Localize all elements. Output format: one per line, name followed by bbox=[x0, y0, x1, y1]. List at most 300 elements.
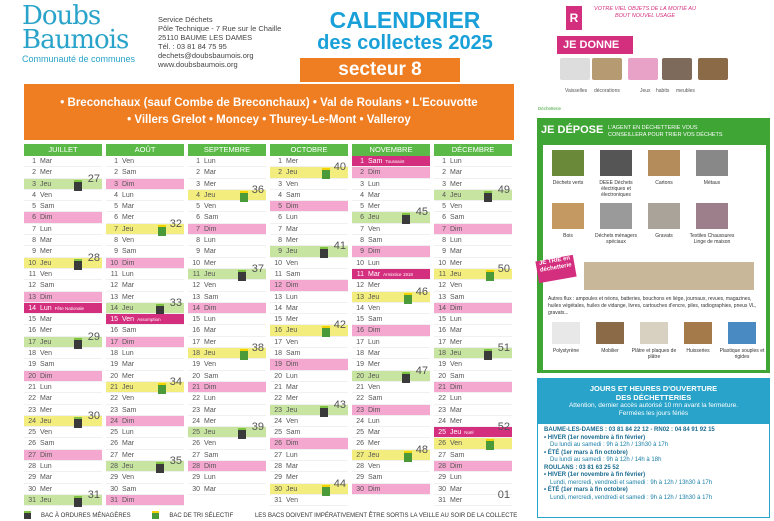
day-weekday: Lun bbox=[450, 316, 462, 324]
day-number: 16 bbox=[274, 327, 282, 335]
day-number: 11 bbox=[28, 270, 36, 278]
donne-label-vaisselles: Vaisselles bbox=[565, 88, 588, 94]
month-header: AOÛT bbox=[106, 144, 184, 156]
day-number: 5 bbox=[360, 203, 364, 211]
day-row bbox=[352, 269, 430, 280]
banner-line2: • Villers Grelot • Moncey • Thurey-Le-Mont • Valleroy bbox=[127, 114, 411, 126]
day-row bbox=[352, 179, 430, 190]
day-weekday: Lun bbox=[122, 270, 134, 278]
day-weekday: Mer bbox=[122, 451, 135, 459]
day-number: 10 bbox=[28, 259, 36, 267]
day-row bbox=[106, 246, 184, 257]
day-row bbox=[188, 212, 266, 223]
day-row bbox=[352, 393, 430, 404]
day-weekday: Mar bbox=[122, 440, 135, 448]
depose-label-textiles: Textiles Chaussures Linge de maison bbox=[689, 233, 735, 245]
day-weekday: Jeu bbox=[40, 180, 52, 188]
day-number: 4 bbox=[360, 191, 364, 199]
day-weekday: Mer bbox=[40, 169, 53, 177]
day-row bbox=[434, 303, 512, 314]
day-row bbox=[270, 179, 348, 190]
day-number: 3 bbox=[196, 180, 200, 188]
day-number: 28 bbox=[438, 463, 446, 471]
day-number: 22 bbox=[110, 395, 118, 403]
day-weekday: Mar bbox=[450, 406, 463, 414]
other-flows-icon bbox=[584, 262, 754, 290]
depose-label-metaux: Métaux bbox=[703, 180, 721, 186]
logo-line1: Doubs bbox=[22, 1, 101, 31]
day-weekday: Lun bbox=[122, 350, 134, 358]
huisseries-icon bbox=[684, 322, 712, 344]
week-number: 30 bbox=[87, 409, 100, 422]
day-number: 18 bbox=[192, 350, 200, 358]
day-number: 13 bbox=[110, 293, 118, 301]
week-number: 37 bbox=[251, 262, 264, 275]
day-weekday: Jeu bbox=[286, 406, 298, 414]
day-number: 24 bbox=[356, 417, 364, 425]
depose-label-bois: Bois bbox=[563, 233, 573, 239]
dechetterie-sign: Déchetterie bbox=[538, 106, 562, 111]
week-number: 01 bbox=[497, 488, 510, 501]
day-weekday: Mer bbox=[368, 440, 381, 448]
week-number: 28 bbox=[87, 251, 100, 264]
day-weekday: Lun bbox=[204, 237, 216, 245]
day-number: 22 bbox=[192, 395, 200, 403]
week-number: 50 bbox=[497, 262, 510, 275]
day-number: 15 bbox=[438, 316, 446, 324]
day-weekday: Jeu bbox=[204, 270, 216, 278]
day-row bbox=[434, 246, 512, 257]
day-row bbox=[106, 495, 184, 506]
day-row bbox=[188, 314, 266, 325]
day-number: 16 bbox=[110, 327, 118, 335]
day-weekday: Dim bbox=[286, 361, 299, 369]
day-row bbox=[352, 156, 430, 167]
week-number: 46 bbox=[415, 285, 428, 298]
week-number: 45 bbox=[415, 206, 428, 219]
day-number: 13 bbox=[438, 293, 446, 301]
day-number: 9 bbox=[278, 248, 282, 256]
day-weekday: Jeu bbox=[122, 225, 134, 233]
day-number: 8 bbox=[114, 237, 118, 245]
day-weekday: Jeu bbox=[122, 463, 134, 471]
day-number: 12 bbox=[438, 282, 446, 290]
day-number: 25 bbox=[192, 429, 200, 437]
day-weekday: Ven bbox=[40, 350, 53, 358]
day-row bbox=[24, 359, 102, 370]
day-row bbox=[270, 269, 348, 280]
day-row bbox=[106, 201, 184, 212]
day-row bbox=[106, 393, 184, 404]
day-number: 31 bbox=[110, 496, 118, 504]
day-weekday: Sam bbox=[450, 372, 465, 380]
day-weekday: Mar bbox=[450, 485, 463, 493]
day-row bbox=[106, 190, 184, 201]
day-number: 23 bbox=[438, 406, 446, 414]
day-number: 22 bbox=[274, 395, 282, 403]
day-row bbox=[270, 348, 348, 359]
day-number: 14 bbox=[274, 304, 282, 312]
day-row bbox=[106, 405, 184, 416]
day-number: 7 bbox=[196, 225, 200, 233]
day-number: 29 bbox=[438, 474, 446, 482]
day-number: 30 bbox=[356, 485, 364, 493]
day-weekday: Lun bbox=[204, 158, 216, 165]
day-row bbox=[24, 371, 102, 382]
day-weekday: Sam bbox=[368, 158, 383, 165]
day-weekday: Jeu bbox=[204, 429, 216, 437]
day-weekday: Sam bbox=[286, 191, 301, 199]
baume-hiver-h: Du lundi au samedi : 9h à 12h / 13h30 à 17h bbox=[550, 442, 669, 448]
day-row bbox=[434, 156, 512, 167]
day-weekday: Ven bbox=[122, 474, 135, 482]
day-row bbox=[24, 393, 102, 404]
day-number: 20 bbox=[356, 372, 364, 380]
day-number: 6 bbox=[360, 214, 364, 222]
day-weekday: Sam bbox=[368, 395, 383, 403]
day-number: 23 bbox=[110, 406, 118, 414]
day-number: 29 bbox=[356, 474, 364, 482]
day-number: 30 bbox=[274, 485, 282, 493]
day-number: 19 bbox=[438, 361, 446, 369]
day-row bbox=[24, 224, 102, 235]
day-number: 10 bbox=[356, 259, 364, 267]
day-number: 11 bbox=[110, 270, 118, 278]
day-number: 24 bbox=[28, 417, 36, 425]
day-number: 10 bbox=[192, 259, 200, 267]
day-weekday: Ven bbox=[450, 361, 463, 369]
day-number: 29 bbox=[28, 474, 36, 482]
day-number: 14 bbox=[438, 304, 446, 312]
depose-sub: L'AGENT EN DÉCHETTERIE VOUS CONSEILLERA POUR TRIER VOS DÉCHETS bbox=[608, 125, 723, 138]
day-weekday: Jeu bbox=[368, 372, 380, 380]
day-number: 6 bbox=[114, 214, 118, 222]
contact-info bbox=[158, 15, 281, 69]
day-number: 30 bbox=[28, 485, 36, 493]
day-number: 29 bbox=[274, 474, 282, 482]
day-number: 11 bbox=[438, 270, 446, 278]
day-weekday: Lun bbox=[368, 180, 380, 188]
day-weekday: Sam bbox=[122, 327, 137, 335]
day-row bbox=[188, 235, 266, 246]
roulans-head: ROULANS : 03 81 63 25 52 bbox=[544, 464, 620, 471]
baume-head: BAUME-LES-DAMES : 03 81 84 22 12 - RN02 : 04 84 91 92 15 bbox=[544, 427, 715, 433]
day-number: 17 bbox=[274, 338, 282, 346]
day-weekday: Sam bbox=[204, 293, 219, 301]
communes-banner bbox=[24, 84, 514, 140]
day-number: 23 bbox=[28, 406, 36, 414]
day-number: 22 bbox=[356, 395, 364, 403]
day-weekday: Dim bbox=[368, 248, 381, 256]
day-row bbox=[106, 235, 184, 246]
deee-icon bbox=[600, 150, 632, 176]
day-weekday: Jeu bbox=[368, 451, 380, 459]
day-number: 27 bbox=[110, 451, 118, 459]
day-row bbox=[352, 405, 430, 416]
day-weekday: Ven bbox=[286, 338, 299, 346]
day-row bbox=[106, 179, 184, 190]
textiles-icon bbox=[696, 203, 728, 229]
day-number: 9 bbox=[32, 248, 36, 256]
day-weekday: Sam bbox=[368, 316, 383, 324]
day-weekday: Ven bbox=[40, 429, 53, 437]
day-number: 21 bbox=[356, 383, 364, 391]
day-weekday: Mar bbox=[286, 383, 299, 391]
day-row bbox=[24, 303, 102, 314]
web: www.doubsbaumois.org bbox=[158, 60, 238, 69]
day-row bbox=[24, 269, 102, 280]
month-column bbox=[434, 144, 512, 506]
day-weekday: Ven bbox=[122, 316, 135, 324]
day-weekday: Mer bbox=[204, 180, 217, 188]
day-number: 17 bbox=[192, 338, 200, 346]
day-number: 27 bbox=[192, 451, 200, 459]
day-weekday: Mar bbox=[368, 270, 381, 278]
day-number: 21 bbox=[28, 383, 36, 391]
week-number: 27 bbox=[87, 172, 100, 185]
day-row bbox=[188, 371, 266, 382]
day-number: 22 bbox=[28, 395, 36, 403]
day-number: 12 bbox=[192, 282, 200, 290]
day-row bbox=[188, 359, 266, 370]
day-weekday: Mer bbox=[204, 338, 217, 346]
title-line1: CALENDRIER bbox=[329, 7, 481, 33]
holiday-label: Fête Nationale bbox=[54, 305, 84, 311]
day-weekday: Dim bbox=[450, 304, 463, 312]
day-number: 8 bbox=[32, 237, 36, 245]
day-row bbox=[24, 461, 102, 472]
day-weekday: Lun bbox=[204, 474, 216, 482]
day-weekday: Mar bbox=[204, 327, 217, 335]
day-weekday: Ven bbox=[286, 496, 299, 504]
day-number: 16 bbox=[356, 327, 364, 335]
day-weekday: Sam bbox=[368, 474, 383, 482]
day-weekday: Mar bbox=[368, 350, 381, 358]
day-row bbox=[352, 258, 430, 269]
day-row bbox=[270, 495, 348, 506]
day-row bbox=[106, 280, 184, 291]
day-weekday: Mer bbox=[368, 361, 381, 369]
day-weekday: Lun bbox=[122, 191, 134, 199]
day-number: 20 bbox=[438, 372, 446, 380]
day-row bbox=[188, 393, 266, 404]
day-weekday: Lun bbox=[122, 429, 134, 437]
day-number: 7 bbox=[278, 225, 282, 233]
week-number: 38 bbox=[251, 342, 264, 355]
day-weekday: Mer bbox=[450, 338, 463, 346]
day-number: 15 bbox=[274, 316, 282, 324]
day-row bbox=[352, 427, 430, 438]
day-number: 3 bbox=[114, 180, 118, 188]
baume-ete-h: Du lundi au samedi : 9h à 12h / 14h à 18h bbox=[550, 457, 662, 463]
day-number: 16 bbox=[192, 327, 200, 335]
day-number: 19 bbox=[28, 361, 36, 369]
day-row bbox=[24, 382, 102, 393]
day-weekday: Jeu bbox=[40, 338, 52, 346]
tel: Tél. : 03 81 84 75 95 bbox=[158, 42, 227, 51]
day-weekday: Mar bbox=[204, 248, 217, 256]
day-number: 20 bbox=[192, 372, 200, 380]
day-number: 9 bbox=[114, 248, 118, 256]
week-number: 51 bbox=[497, 342, 510, 355]
day-weekday: Dim bbox=[450, 225, 463, 233]
day-weekday: Jeu bbox=[286, 169, 298, 177]
day-number: 17 bbox=[356, 338, 364, 346]
legend-omr: BAC À ORDURES MÉNAGÈRES bbox=[24, 513, 141, 519]
day-weekday: Mar bbox=[368, 191, 381, 199]
day-weekday: Lun bbox=[450, 474, 462, 482]
day-weekday: Mer bbox=[122, 214, 135, 222]
day-weekday: Mer bbox=[368, 203, 381, 211]
day-weekday: Lun bbox=[450, 395, 462, 403]
day-row bbox=[188, 450, 266, 461]
month-column bbox=[106, 144, 184, 506]
day-number: 23 bbox=[274, 406, 282, 414]
day-weekday: Dim bbox=[286, 282, 299, 290]
day-weekday: Mar bbox=[40, 474, 53, 482]
day-number: 31 bbox=[274, 496, 282, 504]
day-weekday: Dim bbox=[122, 496, 135, 504]
day-weekday: Sam bbox=[40, 203, 55, 211]
baume-ete: • ÉTÉ (1er mars à fin octobre) bbox=[544, 449, 628, 456]
title-line2: des collectes 2025 bbox=[317, 32, 493, 54]
day-number: 2 bbox=[360, 169, 364, 177]
trie-badge: JE TRIE en déchetterie bbox=[535, 255, 576, 283]
day-row bbox=[434, 393, 512, 404]
day-number: 18 bbox=[274, 350, 282, 358]
day-row bbox=[434, 167, 512, 178]
day-weekday: Dim bbox=[40, 293, 53, 301]
plastique-icon bbox=[728, 322, 756, 344]
month-column bbox=[188, 144, 266, 495]
day-weekday: Dim bbox=[286, 440, 299, 448]
day-number: 27 bbox=[28, 451, 36, 459]
roulans-hiver-h: Lundi, mercredi, vendredi et samedi : 9h à 12h / 13h30 à 17h bbox=[550, 479, 713, 486]
day-weekday: Lun bbox=[286, 451, 298, 459]
day-row bbox=[434, 224, 512, 235]
week-number: 29 bbox=[87, 330, 100, 343]
day-number: 13 bbox=[28, 293, 36, 301]
dms-icon bbox=[600, 203, 632, 229]
day-weekday: Ven bbox=[204, 440, 217, 448]
day-number: 28 bbox=[274, 463, 282, 471]
month-column bbox=[270, 144, 348, 506]
day-row bbox=[352, 472, 430, 483]
day-number: 12 bbox=[28, 282, 36, 290]
day-row bbox=[352, 235, 430, 246]
day-number: 27 bbox=[274, 451, 282, 459]
month-header: JUILLET bbox=[24, 144, 102, 156]
day-weekday: Mer bbox=[450, 496, 463, 504]
month-column bbox=[24, 144, 102, 506]
day-number: 26 bbox=[438, 440, 446, 448]
roulans-hiver: • HIVER (1er novembre à fin février) bbox=[544, 472, 646, 478]
day-row bbox=[188, 472, 266, 483]
day-row bbox=[106, 472, 184, 483]
day-number: 13 bbox=[192, 293, 200, 301]
day-number: 27 bbox=[438, 451, 446, 459]
day-row bbox=[270, 416, 348, 427]
day-weekday: Mer bbox=[368, 282, 381, 290]
logo-sub: Communauté de communes bbox=[22, 54, 136, 64]
day-weekday: Mer bbox=[450, 417, 463, 425]
day-number: 20 bbox=[274, 372, 282, 380]
day-weekday: Ven bbox=[368, 463, 381, 471]
day-weekday: Mer bbox=[122, 372, 135, 380]
day-weekday: Sam bbox=[122, 406, 137, 414]
day-row bbox=[270, 371, 348, 382]
day-weekday: Dim bbox=[286, 203, 299, 211]
day-weekday: Lun bbox=[286, 372, 298, 380]
depose-label-platre: Plâtre et plaques de plâtre bbox=[631, 348, 677, 360]
day-number: 5 bbox=[114, 203, 118, 211]
day-weekday: Lun bbox=[40, 463, 52, 471]
week-number: 41 bbox=[333, 240, 346, 253]
page-title bbox=[300, 8, 510, 54]
week-number: 40 bbox=[333, 161, 346, 174]
day-weekday: Jeu bbox=[450, 429, 462, 437]
day-row bbox=[434, 405, 512, 416]
day-number: 19 bbox=[356, 361, 364, 369]
donne-quote: VOTRE VIEL OBJETS DE LA MOITIÉ AU BOUT NOUVEL USAGE bbox=[594, 6, 696, 19]
day-number: 7 bbox=[442, 225, 446, 233]
day-number: 15 bbox=[110, 316, 118, 324]
roulans-ete-h: Lundi, mercredi, vendredi et samedi : 9h à 12h / 13h30 à 17h bbox=[550, 494, 713, 501]
day-weekday: Dim bbox=[40, 214, 53, 222]
depose-label-verts: Déchets verts bbox=[552, 180, 584, 186]
day-weekday: Ven bbox=[204, 361, 217, 369]
day-number: 4 bbox=[196, 191, 200, 199]
day-row bbox=[106, 438, 184, 449]
day-number: 10 bbox=[110, 259, 118, 267]
depose-label-dms: Déchets ménagers spéciaux bbox=[595, 233, 637, 245]
depose-label-cartons: Cartons bbox=[655, 180, 673, 186]
day-number: 26 bbox=[192, 440, 200, 448]
day-number: 1 bbox=[114, 158, 118, 165]
day-row bbox=[270, 337, 348, 348]
day-weekday: Sam bbox=[450, 214, 465, 222]
day-number: 3 bbox=[360, 180, 364, 188]
day-weekday: Mer bbox=[40, 327, 53, 335]
day-weekday: Ven bbox=[450, 440, 463, 448]
day-weekday: Jeu bbox=[286, 485, 298, 493]
day-weekday: Jeu bbox=[368, 214, 380, 222]
month-header: SEPTEMBRE bbox=[188, 144, 266, 156]
day-number: 8 bbox=[278, 237, 282, 245]
day-number: 31 bbox=[28, 496, 36, 504]
green-waste-icon bbox=[552, 150, 584, 176]
day-weekday: Ven bbox=[450, 282, 463, 290]
day-row bbox=[352, 190, 430, 201]
day-row bbox=[434, 461, 512, 472]
day-row bbox=[270, 258, 348, 269]
day-weekday: Lun bbox=[286, 214, 298, 222]
day-weekday: Lun bbox=[40, 383, 52, 391]
day-number: 19 bbox=[274, 361, 282, 369]
day-number: 2 bbox=[114, 169, 118, 177]
depose-label-deee: DEEE Déchets électriques et électroniques bbox=[599, 180, 633, 198]
day-weekday: Mar bbox=[40, 158, 53, 165]
day-weekday: Ven bbox=[286, 180, 299, 188]
day-number: 31 bbox=[438, 496, 446, 504]
day-weekday: Jeu bbox=[40, 496, 52, 504]
day-number: 21 bbox=[274, 383, 282, 391]
day-number: 9 bbox=[442, 248, 446, 256]
day-number: 5 bbox=[442, 203, 446, 211]
day-row bbox=[270, 438, 348, 449]
day-row bbox=[352, 484, 430, 495]
horaires-title1: JOURS ET HEURES D'OUVERTURE bbox=[589, 384, 718, 393]
